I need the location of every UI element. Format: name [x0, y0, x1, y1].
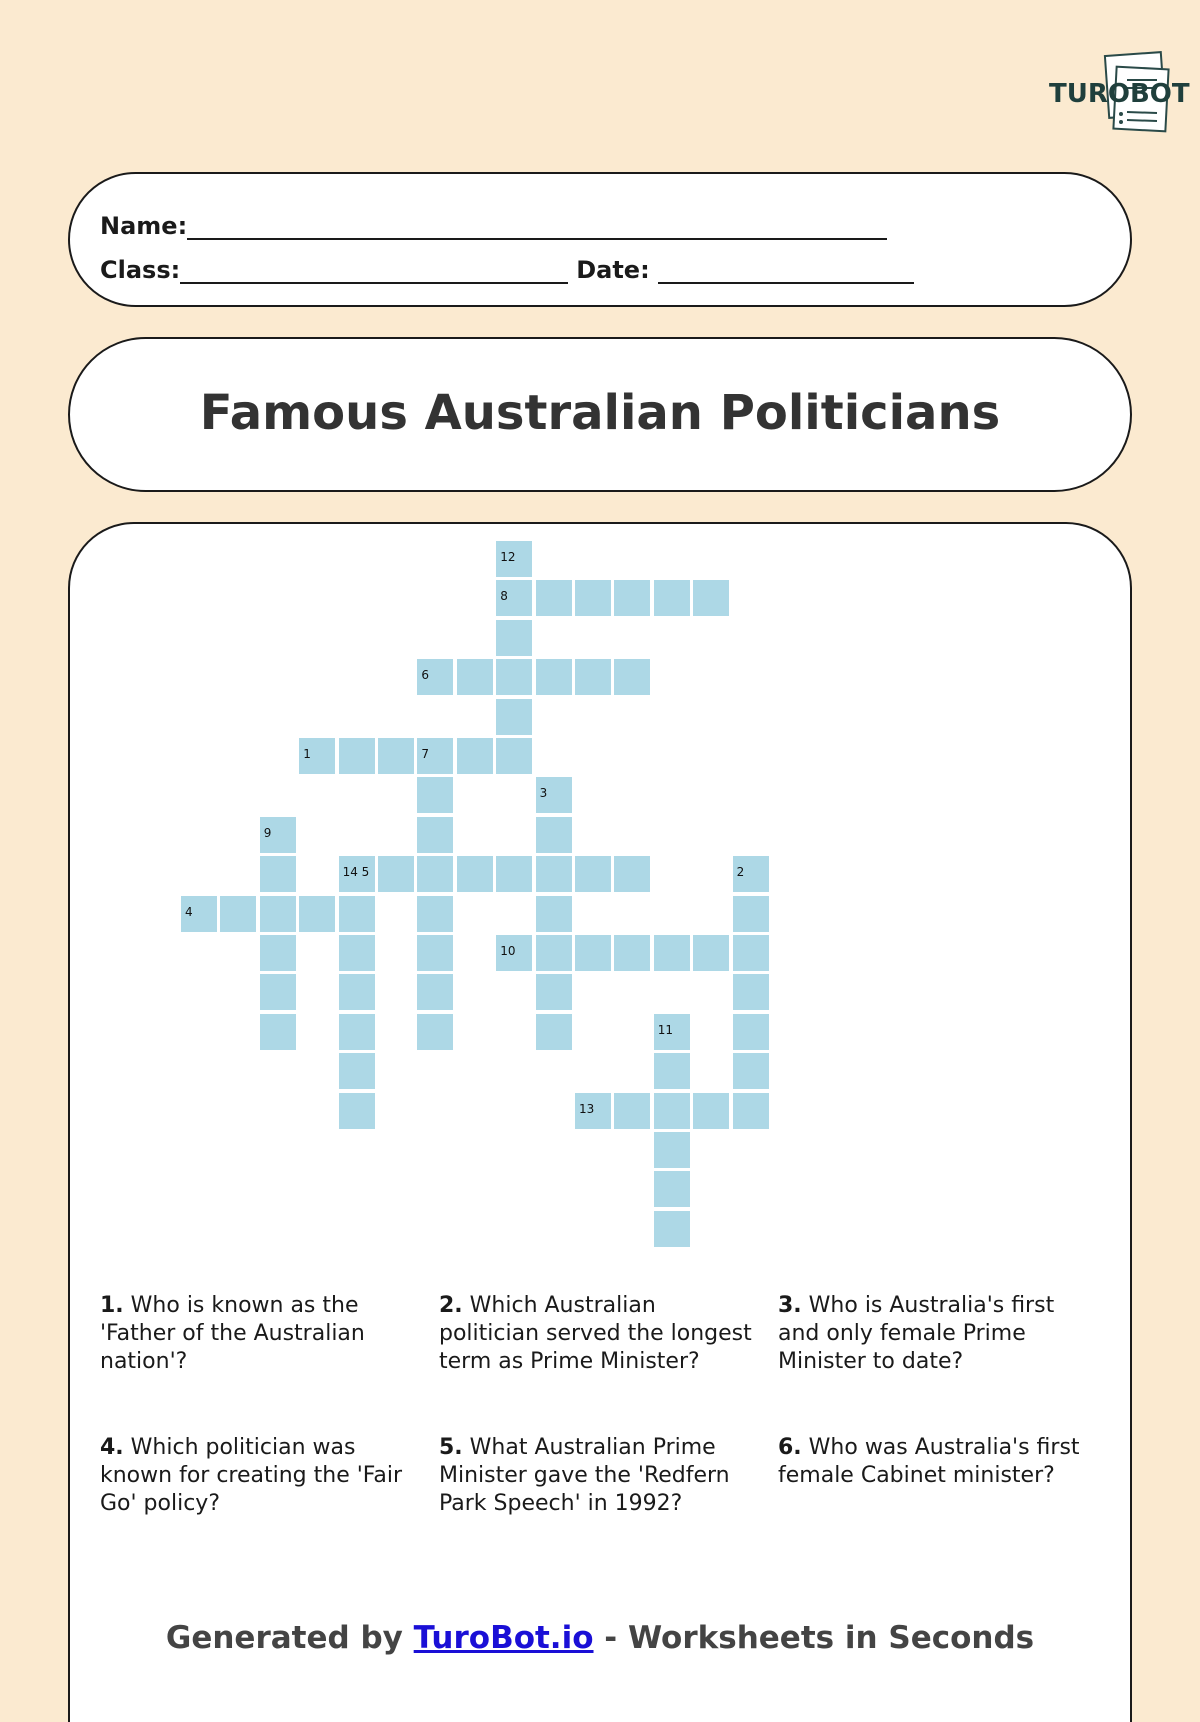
crossword-cell[interactable] [733, 896, 769, 932]
title-panel [68, 337, 1132, 492]
cell-number: 8 [500, 589, 508, 604]
cell-number: 9 [263, 825, 272, 840]
crossword-cell[interactable] [733, 935, 769, 971]
crossword-cell[interactable] [536, 974, 572, 1010]
cell-number: 4 [185, 904, 193, 919]
crossword-cell[interactable] [260, 817, 296, 853]
crossword-cell[interactable] [220, 896, 256, 932]
crossword-cell[interactable] [260, 935, 296, 971]
crossword-cell[interactable] [496, 580, 532, 616]
footer-suffix: - Worksheets in Seconds [593, 1620, 1035, 1656]
crossword-cell[interactable] [733, 974, 769, 1010]
crossword-cell[interactable] [496, 856, 532, 892]
crossword-cell[interactable] [654, 1093, 690, 1129]
crossword-cell[interactable] [654, 1211, 690, 1247]
crossword-cell[interactable] [536, 659, 572, 695]
clue-number: 6. [778, 1435, 802, 1460]
clue-text: Who was Australia's first female Cabinet minister? [778, 1435, 1080, 1488]
clue-1 [100, 1292, 420, 1376]
crossword-cell[interactable] [417, 935, 453, 971]
cell-number: 12 [500, 550, 516, 564]
crossword-cell[interactable] [654, 1132, 690, 1168]
cell-number: 3 [539, 786, 548, 801]
crossword-cell[interactable] [417, 974, 453, 1010]
crossword-cell[interactable] [693, 1093, 729, 1129]
name-field[interactable] [187, 212, 887, 240]
clue-number: 2. [439, 1293, 463, 1318]
clue-6 [778, 1434, 1088, 1490]
crossword-cell[interactable] [260, 974, 296, 1010]
footer [0, 1620, 1200, 1656]
crossword-cell[interactable] [457, 738, 493, 774]
crossword-cell[interactable] [496, 935, 532, 971]
crossword-cell[interactable] [733, 856, 769, 892]
crossword-cell[interactable] [339, 1053, 375, 1089]
clue-text: Who is known as the 'Father of the Australian nation'? [100, 1293, 365, 1374]
cell-number: 7 [421, 747, 430, 761]
turobot-logo [1045, 50, 1190, 140]
crossword-cell[interactable] [181, 896, 217, 932]
crossword-cell[interactable] [417, 738, 453, 774]
crossword-cell[interactable] [614, 1093, 650, 1129]
crossword-cell[interactable] [417, 777, 453, 813]
crossword-cell[interactable] [536, 1014, 572, 1050]
clue-number: 4. [100, 1435, 124, 1460]
crossword-cell[interactable] [614, 935, 650, 971]
clue-text: Which politician was known for creating the 'Fair Go' policy? [100, 1435, 403, 1516]
crossword-cell[interactable] [654, 1171, 690, 1207]
crossword-cell[interactable] [339, 856, 375, 892]
crossword-cell[interactable] [575, 1093, 611, 1129]
crossword-cell[interactable] [693, 580, 729, 616]
student-info-panel [68, 172, 1132, 307]
crossword-cell[interactable] [339, 1093, 375, 1129]
logo-text: TUROBOT [1049, 79, 1190, 109]
crossword-cell[interactable] [339, 935, 375, 971]
crossword-cell[interactable] [496, 738, 532, 774]
crossword-cell[interactable] [457, 659, 493, 695]
crossword-cell[interactable] [733, 1093, 769, 1129]
turobot-link[interactable]: TuroBot.io [413, 1620, 594, 1656]
crossword-cell[interactable] [575, 580, 611, 616]
cell-number: 10 [500, 944, 516, 958]
crossword-cell[interactable] [654, 1014, 690, 1050]
clue-3 [778, 1292, 1088, 1376]
crossword-cell[interactable] [496, 620, 532, 656]
crossword-cell[interactable] [654, 580, 690, 616]
crossword-cell[interactable] [339, 738, 375, 774]
crossword-cell[interactable] [536, 817, 572, 853]
crossword-cell[interactable] [536, 896, 572, 932]
name-label: Name: [100, 212, 188, 240]
class-date-row [100, 256, 914, 284]
crossword-cell[interactable] [496, 699, 532, 735]
crossword-cell[interactable] [417, 659, 453, 695]
crossword-cell[interactable] [417, 856, 453, 892]
cell-number: 2 [736, 865, 745, 880]
clue-number: 3. [778, 1293, 802, 1318]
crossword-cell[interactable] [339, 974, 375, 1010]
crossword-cell[interactable] [654, 1053, 690, 1089]
crossword-cell[interactable] [614, 856, 650, 892]
crossword-cell[interactable] [654, 935, 690, 971]
crossword-cell[interactable] [457, 856, 493, 892]
clue-number: 5. [439, 1435, 463, 1460]
crossword-cell[interactable] [299, 738, 335, 774]
clue-text: What Australian Prime Minister gave the 'Redfern Park Speech' in 1992? [439, 1435, 730, 1516]
crossword-cell[interactable] [260, 896, 296, 932]
cell-number: 6 [421, 668, 430, 683]
crossword-cell[interactable] [536, 935, 572, 971]
cell-number: 14 5 [342, 865, 370, 880]
worksheet-title: Famous Australian Politicians [199, 385, 1001, 441]
crossword-cell[interactable] [260, 1014, 296, 1050]
crossword-cell[interactable] [299, 896, 335, 932]
crossword-cell[interactable] [614, 659, 650, 695]
crossword-cell[interactable] [575, 935, 611, 971]
crossword-cell[interactable] [496, 541, 532, 577]
crossword-cell[interactable] [536, 856, 572, 892]
crossword-cell[interactable] [378, 856, 414, 892]
class-label: Class: [100, 256, 181, 284]
crossword-cell[interactable] [417, 817, 453, 853]
clue-4 [100, 1434, 420, 1518]
crossword-cell[interactable] [339, 896, 375, 932]
crossword-cell[interactable] [496, 659, 532, 695]
crossword-cell[interactable] [614, 580, 650, 616]
crossword-cell[interactable] [575, 856, 611, 892]
crossword-cell[interactable] [733, 1053, 769, 1089]
crossword-cell[interactable] [575, 659, 611, 695]
footer-prefix: Generated by [165, 1620, 414, 1656]
crossword-cell[interactable] [417, 896, 453, 932]
crossword-cell[interactable] [693, 935, 729, 971]
crossword-cell[interactable] [733, 1014, 769, 1050]
cell-number: 1 [303, 747, 311, 761]
date-label: Date: [576, 256, 650, 284]
clue-number: 1. [100, 1293, 124, 1318]
crossword-cell[interactable] [260, 856, 296, 892]
crossword-panel [68, 522, 1132, 1722]
clue-2 [439, 1292, 759, 1376]
crossword-cell[interactable] [536, 777, 572, 813]
date-field[interactable] [658, 256, 914, 284]
clue-5 [439, 1434, 759, 1518]
name-row [100, 212, 887, 240]
clue-text: Who is Australia's first and only female Prime Minister to date? [778, 1293, 1055, 1374]
clue-text: Which Australian politician served the longest term as Prime Minister? [439, 1293, 752, 1374]
cell-number: 13 [579, 1101, 595, 1116]
class-field[interactable] [180, 256, 568, 284]
cell-number: 11 [657, 1022, 674, 1037]
crossword-cell[interactable] [536, 580, 572, 616]
crossword-cell[interactable] [378, 738, 414, 774]
crossword-cell[interactable] [339, 1014, 375, 1050]
crossword-cell[interactable] [417, 1014, 453, 1050]
